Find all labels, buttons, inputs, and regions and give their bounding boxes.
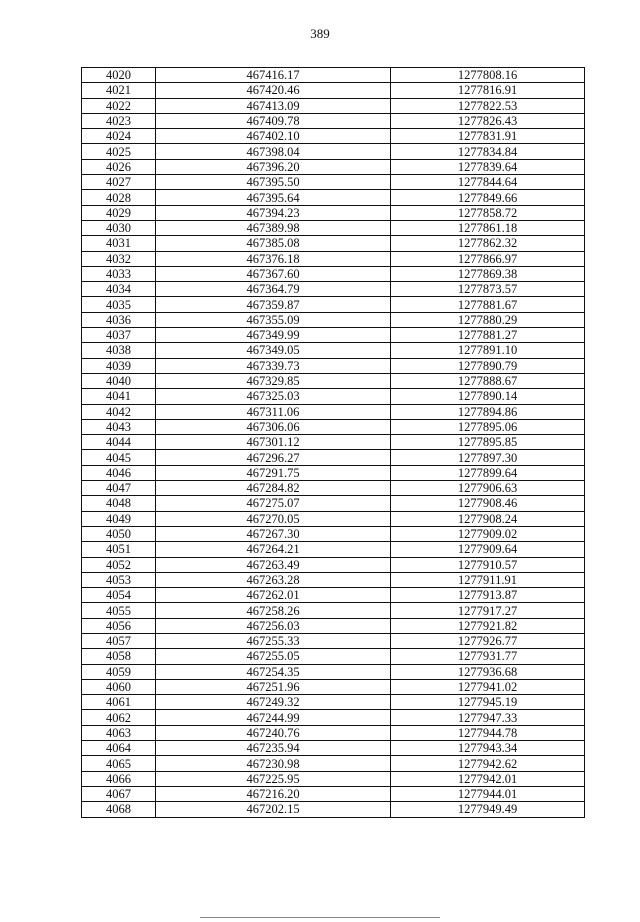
- table-row: [82, 251, 585, 266]
- x-coordinate-cell: 467256.03: [156, 618, 391, 633]
- x-coordinate-cell: 467420.46: [156, 83, 391, 98]
- point-number-cell: 4066: [82, 771, 156, 786]
- x-coordinate-cell: 467270.05: [156, 511, 391, 526]
- y-coordinate-cell: 1277849.66: [391, 190, 585, 205]
- x-coordinate-cell: 467275.07: [156, 496, 391, 511]
- y-coordinate-cell: 1277913.87: [391, 588, 585, 603]
- y-coordinate-cell: 1277895.06: [391, 419, 585, 434]
- table-row: [82, 664, 585, 679]
- y-coordinate-cell: 1277873.57: [391, 282, 585, 297]
- x-coordinate-cell: 467409.78: [156, 113, 391, 128]
- x-coordinate-cell: 467284.82: [156, 481, 391, 496]
- table-row: [82, 220, 585, 235]
- y-coordinate-cell: 1277944.78: [391, 725, 585, 740]
- point-number-cell: 4054: [82, 588, 156, 603]
- y-coordinate-cell: 1277808.16: [391, 68, 585, 83]
- point-number-cell: 4059: [82, 664, 156, 679]
- table-row: [82, 450, 585, 465]
- point-number-cell: 4061: [82, 695, 156, 710]
- y-coordinate-cell: 1277926.77: [391, 633, 585, 648]
- point-number-cell: 4020: [82, 68, 156, 83]
- y-coordinate-cell: 1277911.91: [391, 572, 585, 587]
- point-number-cell: 4056: [82, 618, 156, 633]
- table-row: [82, 83, 585, 98]
- y-coordinate-cell: 1277869.38: [391, 266, 585, 281]
- table-row: [82, 435, 585, 450]
- point-number-cell: 4067: [82, 786, 156, 801]
- y-coordinate-cell: 1277936.68: [391, 664, 585, 679]
- table-row: [82, 266, 585, 281]
- table-row: [82, 695, 585, 710]
- point-number-cell: 4041: [82, 389, 156, 404]
- y-coordinate-cell: 1277897.30: [391, 450, 585, 465]
- table-row: [82, 205, 585, 220]
- point-number-cell: 4065: [82, 756, 156, 771]
- y-coordinate-cell: 1277881.27: [391, 328, 585, 343]
- table-row: [82, 649, 585, 664]
- table-row: [82, 190, 585, 205]
- point-number-cell: 4057: [82, 633, 156, 648]
- y-coordinate-cell: 1277942.01: [391, 771, 585, 786]
- y-coordinate-cell: 1277894.86: [391, 404, 585, 419]
- table-row: [82, 358, 585, 373]
- table-row: [82, 633, 585, 648]
- table-row: [82, 588, 585, 603]
- table-row: [82, 511, 585, 526]
- y-coordinate-cell: 1277899.64: [391, 465, 585, 480]
- x-coordinate-cell: 467416.17: [156, 68, 391, 83]
- y-coordinate-cell: 1277880.29: [391, 312, 585, 327]
- y-coordinate-cell: 1277858.72: [391, 205, 585, 220]
- table-row: [82, 802, 585, 817]
- x-coordinate-cell: 467395.50: [156, 175, 391, 190]
- table-row: [82, 741, 585, 756]
- y-coordinate-cell: 1277890.79: [391, 358, 585, 373]
- x-coordinate-cell: 467376.18: [156, 251, 391, 266]
- y-coordinate-cell: 1277895.85: [391, 435, 585, 450]
- table-row: [82, 343, 585, 358]
- x-coordinate-cell: 467251.96: [156, 679, 391, 694]
- y-coordinate-cell: 1277834.84: [391, 144, 585, 159]
- y-coordinate-cell: 1277908.46: [391, 496, 585, 511]
- y-coordinate-cell: 1277949.49: [391, 802, 585, 817]
- x-coordinate-cell: 467306.06: [156, 419, 391, 434]
- y-coordinate-cell: 1277910.57: [391, 557, 585, 572]
- x-coordinate-cell: 467395.64: [156, 190, 391, 205]
- x-coordinate-cell: 467325.03: [156, 389, 391, 404]
- point-number-cell: 4028: [82, 190, 156, 205]
- x-coordinate-cell: 467394.23: [156, 205, 391, 220]
- y-coordinate-cell: 1277931.77: [391, 649, 585, 664]
- point-number-cell: 4051: [82, 542, 156, 557]
- table-row: [82, 526, 585, 541]
- y-coordinate-cell: 1277941.02: [391, 679, 585, 694]
- point-number-cell: 4039: [82, 358, 156, 373]
- table-row: [82, 465, 585, 480]
- y-coordinate-cell: 1277909.64: [391, 542, 585, 557]
- x-coordinate-cell: 467240.76: [156, 725, 391, 740]
- table-row: [82, 144, 585, 159]
- x-coordinate-cell: 467258.26: [156, 603, 391, 618]
- point-number-cell: 4035: [82, 297, 156, 312]
- x-coordinate-cell: 467296.27: [156, 450, 391, 465]
- x-coordinate-cell: 467367.60: [156, 266, 391, 281]
- x-coordinate-cell: 467359.87: [156, 297, 391, 312]
- y-coordinate-cell: 1277844.64: [391, 175, 585, 190]
- point-number-cell: 4063: [82, 725, 156, 740]
- table-row: [82, 481, 585, 496]
- x-coordinate-cell: 467230.98: [156, 756, 391, 771]
- y-coordinate-cell: 1277826.43: [391, 113, 585, 128]
- point-number-cell: 4068: [82, 802, 156, 817]
- y-coordinate-cell: 1277917.27: [391, 603, 585, 618]
- table-row: [82, 282, 585, 297]
- point-number-cell: 4023: [82, 113, 156, 128]
- x-coordinate-cell: 467263.28: [156, 572, 391, 587]
- point-number-cell: 4044: [82, 435, 156, 450]
- x-coordinate-cell: 467355.09: [156, 312, 391, 327]
- point-number-cell: 4052: [82, 557, 156, 572]
- y-coordinate-cell: 1277888.67: [391, 373, 585, 388]
- table-row: [82, 496, 585, 511]
- y-coordinate-cell: 1277822.53: [391, 98, 585, 113]
- point-number-cell: 4034: [82, 282, 156, 297]
- x-coordinate-cell: 467263.49: [156, 557, 391, 572]
- x-coordinate-cell: 467255.33: [156, 633, 391, 648]
- y-coordinate-cell: 1277908.24: [391, 511, 585, 526]
- x-coordinate-cell: 467398.04: [156, 144, 391, 159]
- x-coordinate-cell: 467349.99: [156, 328, 391, 343]
- point-number-cell: 4042: [82, 404, 156, 419]
- point-number-cell: 4047: [82, 481, 156, 496]
- y-coordinate-cell: 1277862.32: [391, 236, 585, 251]
- y-coordinate-cell: 1277839.64: [391, 159, 585, 174]
- point-number-cell: 4032: [82, 251, 156, 266]
- y-coordinate-cell: 1277831.91: [391, 129, 585, 144]
- table-row: [82, 786, 585, 801]
- point-number-cell: 4037: [82, 328, 156, 343]
- table-row: [82, 328, 585, 343]
- y-coordinate-cell: 1277947.33: [391, 710, 585, 725]
- x-coordinate-cell: 467255.05: [156, 649, 391, 664]
- table-row: [82, 603, 585, 618]
- x-coordinate-cell: 467235.94: [156, 741, 391, 756]
- x-coordinate-cell: 467254.35: [156, 664, 391, 679]
- y-coordinate-cell: 1277881.67: [391, 297, 585, 312]
- point-number-cell: 4036: [82, 312, 156, 327]
- point-number-cell: 4043: [82, 419, 156, 434]
- point-number-cell: 4021: [82, 83, 156, 98]
- table-row: [82, 98, 585, 113]
- x-coordinate-cell: 467329.85: [156, 373, 391, 388]
- y-coordinate-cell: 1277861.18: [391, 220, 585, 235]
- coordinates-table-body: [82, 68, 585, 818]
- x-coordinate-cell: 467389.98: [156, 220, 391, 235]
- point-number-cell: 4053: [82, 572, 156, 587]
- table-row: [82, 725, 585, 740]
- point-number-cell: 4022: [82, 98, 156, 113]
- table-row: [82, 373, 585, 388]
- table-row: [82, 542, 585, 557]
- point-number-cell: 4026: [82, 159, 156, 174]
- table-row: [82, 68, 585, 83]
- point-number-cell: 4046: [82, 465, 156, 480]
- x-coordinate-cell: 467311.06: [156, 404, 391, 419]
- x-coordinate-cell: 467402.10: [156, 129, 391, 144]
- y-coordinate-cell: 1277816.91: [391, 83, 585, 98]
- x-coordinate-cell: 467262.01: [156, 588, 391, 603]
- y-coordinate-cell: 1277909.02: [391, 526, 585, 541]
- x-coordinate-cell: 467339.73: [156, 358, 391, 373]
- table-row: [82, 389, 585, 404]
- bottom-rule: [200, 917, 440, 918]
- table-row: [82, 113, 585, 128]
- coordinates-table: [81, 67, 585, 818]
- point-number-cell: 4024: [82, 129, 156, 144]
- table-row: [82, 618, 585, 633]
- table-row: [82, 679, 585, 694]
- x-coordinate-cell: 467385.08: [156, 236, 391, 251]
- point-number-cell: 4040: [82, 373, 156, 388]
- x-coordinate-cell: 467413.09: [156, 98, 391, 113]
- y-coordinate-cell: 1277890.14: [391, 389, 585, 404]
- x-coordinate-cell: 467216.20: [156, 786, 391, 801]
- y-coordinate-cell: 1277943.34: [391, 741, 585, 756]
- x-coordinate-cell: 467267.30: [156, 526, 391, 541]
- point-number-cell: 4048: [82, 496, 156, 511]
- table-row: [82, 710, 585, 725]
- table-row: [82, 756, 585, 771]
- point-number-cell: 4060: [82, 679, 156, 694]
- table-row: [82, 572, 585, 587]
- y-coordinate-cell: 1277921.82: [391, 618, 585, 633]
- table-row: [82, 236, 585, 251]
- x-coordinate-cell: 467301.12: [156, 435, 391, 450]
- y-coordinate-cell: 1277942.62: [391, 756, 585, 771]
- point-number-cell: 4050: [82, 526, 156, 541]
- table-row: [82, 312, 585, 327]
- table-row: [82, 159, 585, 174]
- point-number-cell: 4058: [82, 649, 156, 664]
- x-coordinate-cell: 467364.79: [156, 282, 391, 297]
- point-number-cell: 4045: [82, 450, 156, 465]
- y-coordinate-cell: 1277866.97: [391, 251, 585, 266]
- point-number-cell: 4064: [82, 741, 156, 756]
- table-row: [82, 297, 585, 312]
- x-coordinate-cell: 467249.32: [156, 695, 391, 710]
- table-row: [82, 419, 585, 434]
- x-coordinate-cell: 467396.20: [156, 159, 391, 174]
- table-row: [82, 557, 585, 572]
- page-number: 389: [310, 26, 330, 41]
- table-row: [82, 404, 585, 419]
- table-row: [82, 175, 585, 190]
- y-coordinate-cell: 1277891.10: [391, 343, 585, 358]
- point-number-cell: 4049: [82, 511, 156, 526]
- y-coordinate-cell: 1277945.19: [391, 695, 585, 710]
- point-number-cell: 4031: [82, 236, 156, 251]
- point-number-cell: 4027: [82, 175, 156, 190]
- x-coordinate-cell: 467244.99: [156, 710, 391, 725]
- point-number-cell: 4062: [82, 710, 156, 725]
- y-coordinate-cell: 1277944.01: [391, 786, 585, 801]
- point-number-cell: 4055: [82, 603, 156, 618]
- point-number-cell: 4029: [82, 205, 156, 220]
- point-number-cell: 4033: [82, 266, 156, 281]
- y-coordinate-cell: 1277906.63: [391, 481, 585, 496]
- x-coordinate-cell: 467291.75: [156, 465, 391, 480]
- x-coordinate-cell: 467349.05: [156, 343, 391, 358]
- x-coordinate-cell: 467264.21: [156, 542, 391, 557]
- point-number-cell: 4038: [82, 343, 156, 358]
- x-coordinate-cell: 467225.95: [156, 771, 391, 786]
- table-row: [82, 129, 585, 144]
- point-number-cell: 4025: [82, 144, 156, 159]
- point-number-cell: 4030: [82, 220, 156, 235]
- x-coordinate-cell: 467202.15: [156, 802, 391, 817]
- table-row: [82, 771, 585, 786]
